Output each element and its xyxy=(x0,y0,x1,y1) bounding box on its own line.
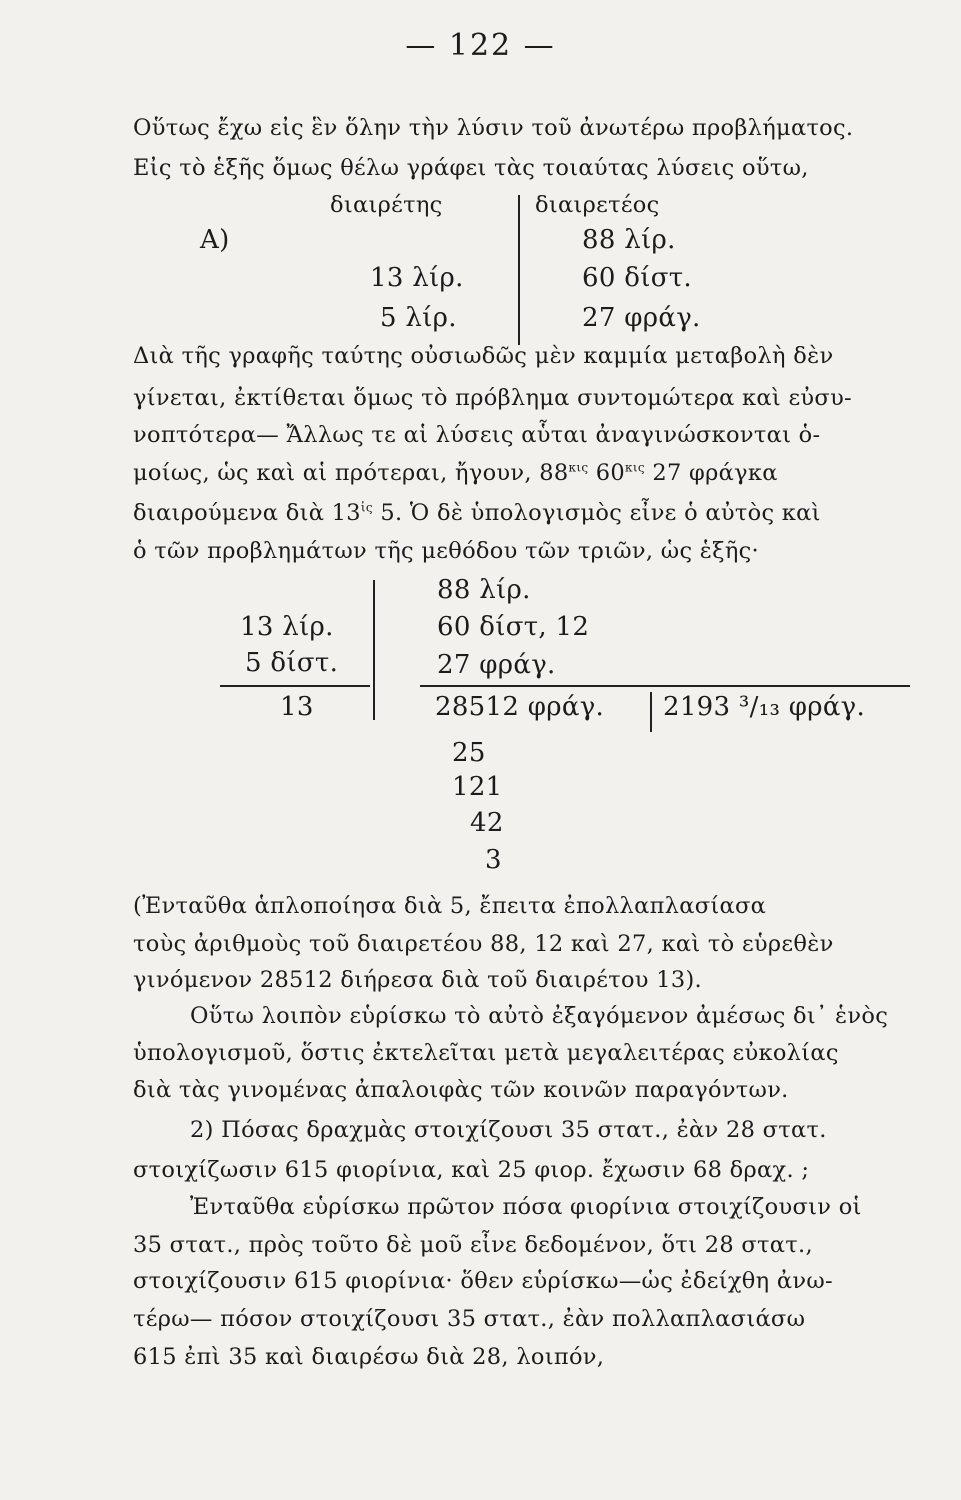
text-line: Οὕτως ἔχω εἰς ἓν ὅλην τὴν λύσιν τοῦ ἀνωτέρω προβλήματος. xyxy=(133,115,854,141)
remainder: 25 xyxy=(452,738,486,768)
text-line: μοίως, ὡς καὶ αἱ πρότεραι, ἤγουν, $88^{\kappa\iota\varsigma}$ $60^{\kappa\iota\varsigma}$ 27 φράγκα xyxy=(133,460,778,486)
text-line: διαιρούμενα διὰ $13^{ἰ\varsigma}$ 5. Ὁ δὲ ὑπολογισμὸς εἶνε ὁ αὐτὸς καὶ xyxy=(133,500,821,526)
text-line: 2) Πόσας δραχμὰς στοιχίζουσι 35 στατ., ἐὰν 28 στατ. xyxy=(190,1117,827,1143)
divisor-row: 13 λίρ. xyxy=(370,263,464,293)
dividend-row: 27 φράγ. xyxy=(437,650,556,680)
table-divider xyxy=(518,195,520,345)
text-line: 615 ἐπὶ 35 καὶ διαιρέσω διὰ 28, λοιπόν, xyxy=(133,1344,605,1370)
divisor-row: 13 λίρ. xyxy=(240,612,334,642)
remainder: 42 xyxy=(470,808,504,838)
text-line: Ἐνταῦθα εὑρίσκω πρῶτον πόσα φιορίνια στοιχίζουσιν οἱ xyxy=(190,1194,862,1220)
text-line: 35 στατ., πρὸς τοῦτο δὲ μοῦ εἶνε δεδομένον, ὅτι 28 στατ., xyxy=(133,1232,813,1258)
text-line: γινόμενον 28512 διήρεσα διὰ τοῦ διαιρέτου 13). xyxy=(133,967,702,993)
text-line: γίνεται, ἐκτίθεται ὅμως τὸ πρόβλημα συντομώτερα καὶ εὐσυ- xyxy=(133,385,852,411)
dividend-row: 88 λίρ. xyxy=(582,225,676,255)
dividend-row: 88 λίρ. xyxy=(437,575,531,605)
table-label: Α) xyxy=(200,225,230,255)
calc-rule xyxy=(420,685,910,687)
text-line: τέρω— πόσον στοιχίζουσι 35 στατ., ἐὰν πολλαπλασιάσω xyxy=(133,1306,806,1332)
text-line: Διὰ τῆς γραφῆς ταύτης οὐσιωδῶς μὲν καμμία μεταβολὴ δὲν xyxy=(133,343,834,369)
divisor-row: 5 δίστ. xyxy=(245,648,339,678)
text-line: Οὕτω λοιπὸν εὑρίσκω τὸ αὐτὸ ἐξαγόμενον ἀμέσως δι᾿ ἑνὸς xyxy=(190,1003,889,1029)
text-line: ὑπολογισμοῦ, ὅστις ἐκτελεῖται μετὰ μεγαλειτέρας εὐκολίας xyxy=(133,1040,839,1066)
text-line: ὁ τῶν προβλημάτων τῆς μεθόδου τῶν τριῶν, ὡς ἑξῆς· xyxy=(133,538,760,564)
text-line: τοὺς ἀριθμοὺς τοῦ διαιρετέου 88, 12 καὶ 27, καὶ τὸ εὑρεθὲν xyxy=(133,931,834,957)
dividend-header: διαιρετέος xyxy=(535,192,660,218)
remainder: 3 xyxy=(485,845,502,875)
text-line: (Ἐνταῦθα ἁπλοποίησα διὰ 5, ἔπειτα ἐπολλαπλασίασα xyxy=(133,893,767,919)
calc-divider xyxy=(373,580,375,720)
dividend-row: 60 δίστ, 12 xyxy=(437,612,590,642)
divisor-header: διαιρέτης xyxy=(330,192,443,218)
divisor-row: 5 λίρ. xyxy=(380,303,457,333)
calc-rule xyxy=(220,685,370,687)
quotient: 2193 ³/₁₃ φράγ. xyxy=(663,692,866,722)
text-line: Εἰς τὸ ἑξῆς ὅμως θέλω γράφει τὰς τοιαύτας λύσεις οὕτω, xyxy=(133,155,809,181)
text-line: στοιχίζουσιν 615 φιορίνια· ὅθεν εὑρίσκω—ὡς ἐδείχθη ἀνω- xyxy=(133,1268,833,1294)
dividend-row: 60 δίστ. xyxy=(582,263,692,293)
text-line: στοιχίζωσιν 615 φιορίνια, καὶ 25 φιορ. ἔχωσιν 68 δραχ. ; xyxy=(133,1157,810,1183)
text-line: διὰ τὰς γινομένας ἀπαλοιφὰς τῶν κοινῶν παραγόντων. xyxy=(133,1077,789,1103)
text-line: νοπτότερα— Ἄλλως τε αἱ λύσεις αὗται ἀναγινώσκονται ὁ- xyxy=(133,422,821,448)
page-number: — 122 — xyxy=(405,28,556,63)
quotient-divider xyxy=(650,692,652,732)
dividend-row: 27 φράγ. xyxy=(582,303,701,333)
divisor-result: 13 xyxy=(280,692,314,722)
remainder: 121 xyxy=(452,772,503,802)
product: 28512 φράγ. xyxy=(435,692,605,722)
